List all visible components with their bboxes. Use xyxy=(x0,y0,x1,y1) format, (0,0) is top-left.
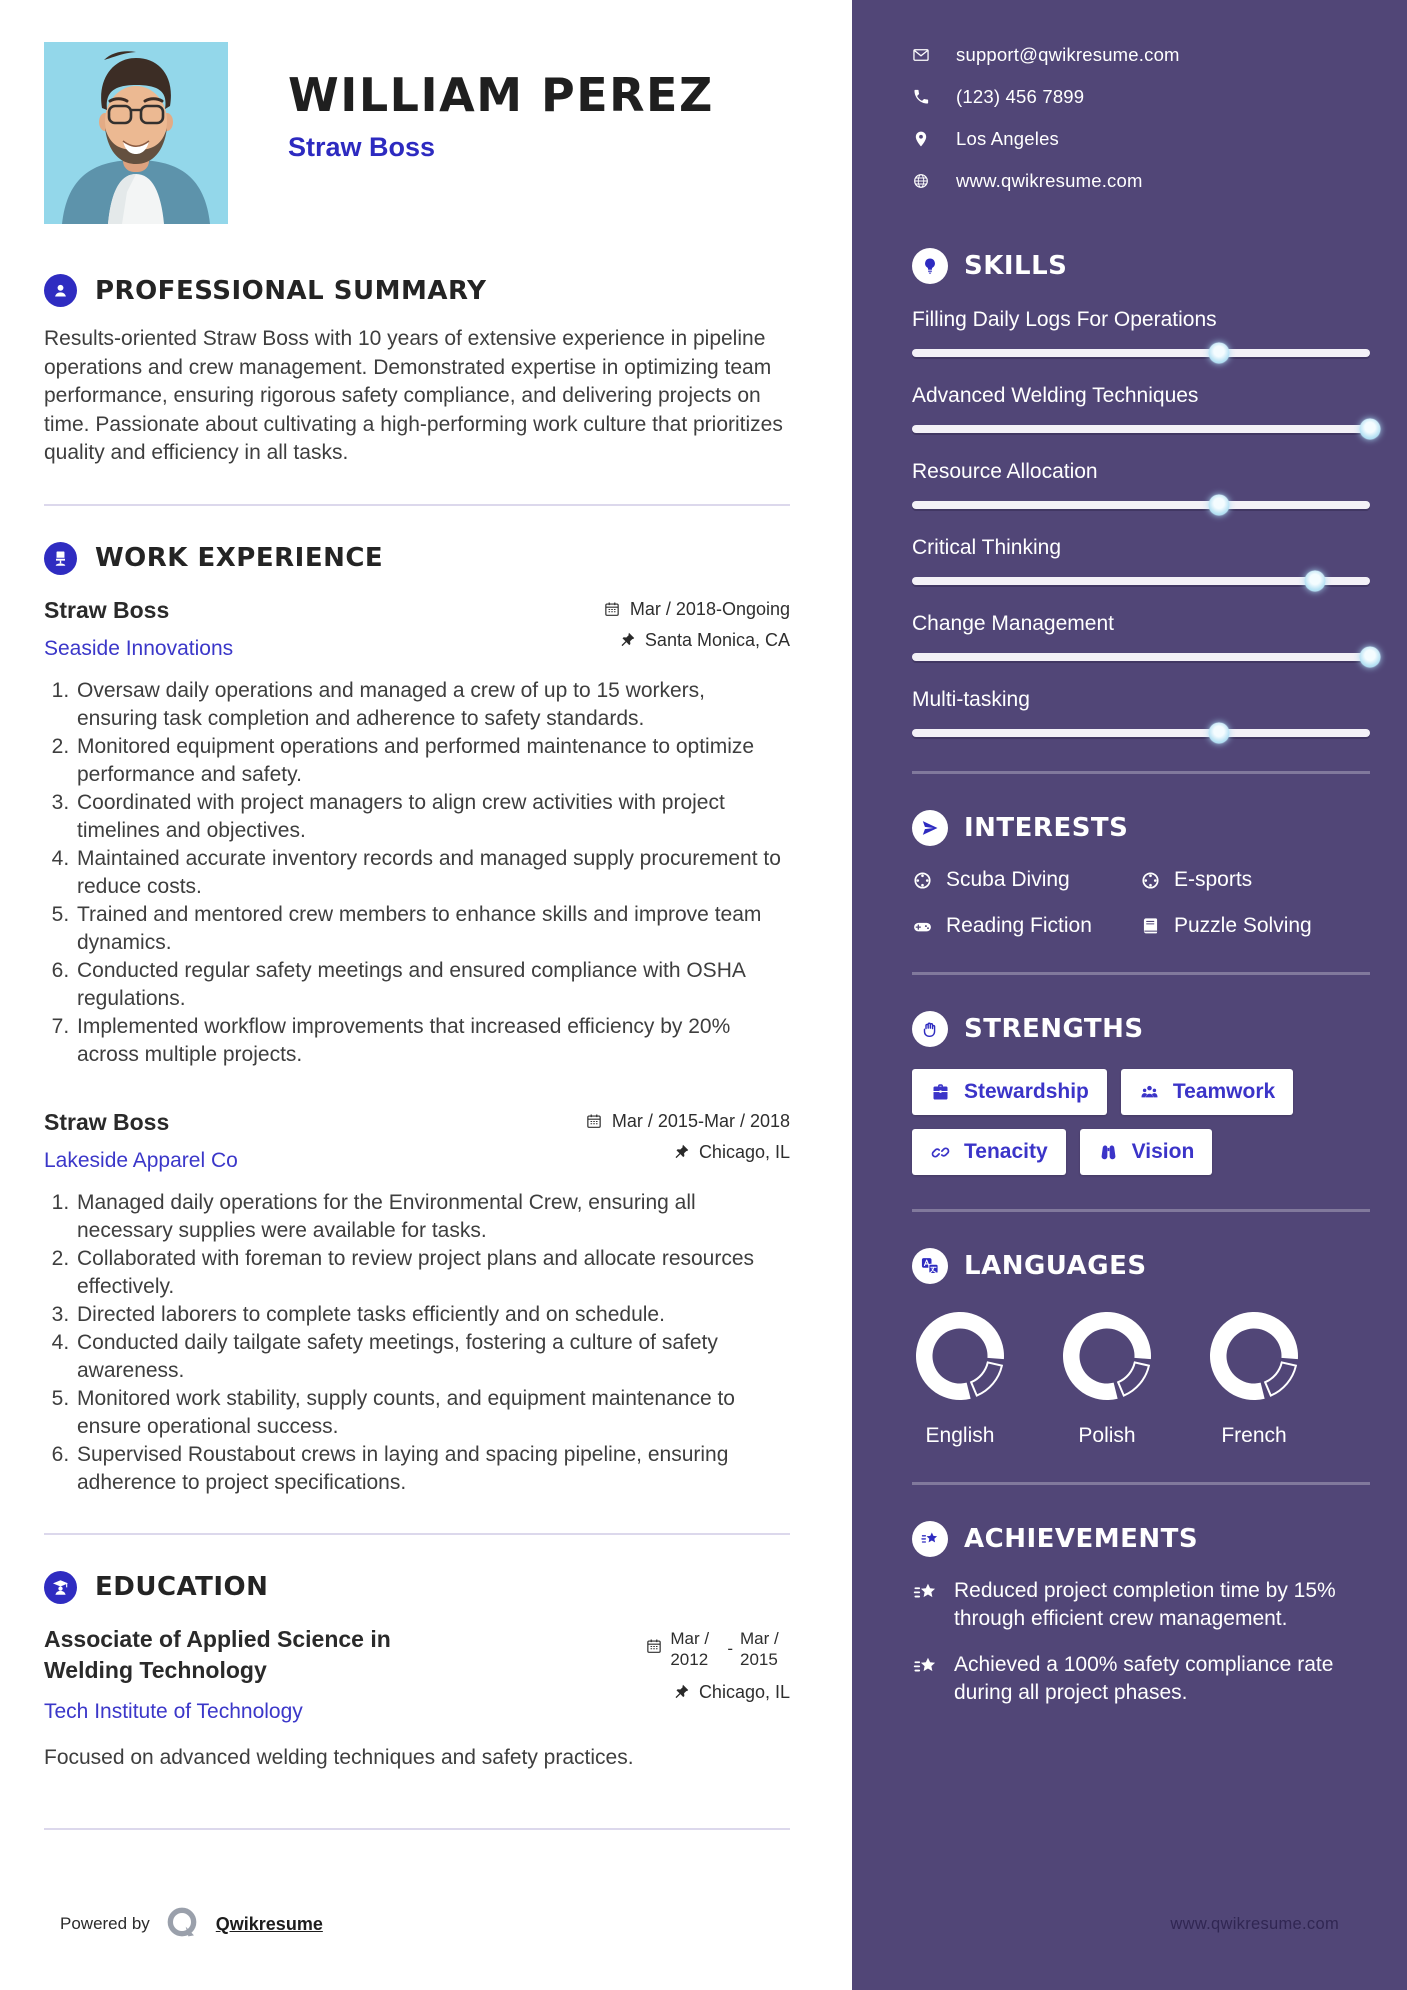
profile-photo-illustration xyxy=(44,42,228,224)
job-bullet: 4. Conducted daily tailgate safety meetings, fostering a culture of safety awareness. xyxy=(75,1329,790,1385)
education-meta xyxy=(645,1628,790,1703)
page-footer xyxy=(44,1904,790,1944)
contact-list xyxy=(912,44,1370,192)
languages-section xyxy=(912,1248,1370,1448)
pushpin-icon xyxy=(618,631,636,649)
education-date-start: Mar / 2012 xyxy=(670,1628,710,1669)
graduate-icon xyxy=(44,1571,77,1604)
skill-name: Critical Thinking xyxy=(912,536,1061,559)
job-bullet: 3. Directed laborers to complete tasks efficiently and on schedule. xyxy=(75,1301,790,1329)
sidebar-divider xyxy=(912,1209,1370,1212)
star-lines-icon xyxy=(912,1651,939,1680)
interest-item xyxy=(912,868,1140,892)
divider xyxy=(44,1828,790,1830)
job-bullet: 5. Trained and mentored crew members to enhance skills and improve team dynamics. xyxy=(75,901,790,957)
job-bullet: 7. Implemented workflow improvements that increased efficiency by 20% across multiple projects. xyxy=(75,1013,790,1069)
calendar-icon xyxy=(645,1637,663,1660)
jobs-list xyxy=(44,597,790,1497)
profile-photo xyxy=(44,42,228,224)
job-bullet: 1. Managed daily operations for the Environmental Crew, ensuring all necessary supplies were available for tasks. xyxy=(75,1189,790,1245)
job-bullet: 6. Conducted regular safety meetings and ensured compliance with OSHA regulations. xyxy=(75,957,790,1013)
job-bullet-list xyxy=(44,677,790,1069)
phone-icon xyxy=(912,88,930,106)
education-heading: EDUCATION xyxy=(95,1572,269,1602)
education-school-link[interactable]: Tech Institute of Technology xyxy=(44,1699,303,1723)
job-company-link[interactable]: Seaside Innovations xyxy=(44,636,234,660)
skill-name: Multi-tasking xyxy=(912,688,1030,711)
achievement-text: Achieved a 100% safety compliance rate during all project phases. xyxy=(954,1653,1334,1704)
job-bullet: 3. Coordinated with project managers to align crew activities with project timelines and objectives. xyxy=(75,789,790,845)
job-titles xyxy=(44,1109,238,1173)
strength-label: Tenacity xyxy=(964,1140,1048,1163)
powered-by-label: Powered by xyxy=(60,1914,150,1933)
slider-knob[interactable] xyxy=(1208,723,1229,744)
language-item xyxy=(912,1310,1008,1448)
interest-item xyxy=(1140,868,1370,892)
job-location: Santa Monica, CA xyxy=(618,630,790,651)
skill-slider[interactable] xyxy=(912,425,1370,433)
education-location xyxy=(672,1682,790,1703)
envelope-icon xyxy=(912,46,930,64)
skill-name: Change Management xyxy=(912,612,1114,635)
education-date-end: Mar / 2015 xyxy=(740,1628,779,1669)
skills-section xyxy=(912,248,1370,737)
job-company-link[interactable]: Lakeside Apparel Co xyxy=(44,1148,238,1172)
job-bullet: 4. Maintained accurate inventory records and managed supply procurement to reduce costs. xyxy=(75,845,790,901)
education-description: Focused on advanced welding techniques and safety practices. xyxy=(44,1745,634,1769)
strengths-heading: STRENGTHS xyxy=(964,1014,1144,1044)
interest-label: Scuba Diving xyxy=(946,868,1070,891)
lifebuoy-icon xyxy=(1140,870,1161,891)
experience-section xyxy=(44,542,790,1497)
education-section-header xyxy=(44,1571,790,1604)
job-entry xyxy=(44,1109,790,1497)
language-donut-chart xyxy=(914,1310,1006,1402)
contact-text: www.qwikresume.com xyxy=(956,170,1143,191)
skill-slider[interactable] xyxy=(912,729,1370,737)
job-bullet: 2. Collaborated with foreman to review project plans and allocate resources effectively. xyxy=(75,1245,790,1301)
languages-heading: LANGUAGES xyxy=(964,1251,1147,1281)
achievements-section xyxy=(912,1521,1370,1707)
interests-heading: INTERESTS xyxy=(964,813,1129,843)
strength-label: Teamwork xyxy=(1172,1080,1276,1103)
office-chair-icon xyxy=(44,542,77,575)
strength-chip xyxy=(1080,1129,1213,1175)
languages-section-header xyxy=(912,1248,1370,1284)
pushpin-icon xyxy=(672,1143,690,1161)
user-icon xyxy=(44,274,77,307)
pushpin-icon xyxy=(672,1683,690,1701)
skill-name: Filling Daily Logs For Operations xyxy=(912,308,1217,331)
sidebar-divider xyxy=(912,972,1370,975)
skill-slider[interactable] xyxy=(912,349,1370,357)
globe-icon xyxy=(912,172,930,190)
skill-slider[interactable] xyxy=(912,501,1370,509)
skills-heading: SKILLS xyxy=(964,251,1068,281)
team-icon xyxy=(1139,1082,1160,1103)
strength-chip xyxy=(1121,1069,1293,1115)
skill-name: Resource Allocation xyxy=(912,460,1098,483)
qwikresume-logo-icon xyxy=(163,1904,203,1944)
interest-item xyxy=(1140,914,1370,938)
binoculars-icon xyxy=(1098,1142,1119,1163)
strengths-section xyxy=(912,1011,1370,1175)
skill-slider[interactable] xyxy=(912,653,1370,661)
skill-slider[interactable] xyxy=(912,577,1370,585)
summary-text: Results-oriented Straw Boss with 10 years of extensive experience in pipeline operations and crew management. Demonstrated expertise in optimizing team performance, ensuring rigorous safety compliance, and delivering projects on time. Passionate about cultivating a high-performing work culture that prioritizes quality and efficiency in all tasks. xyxy=(44,327,783,464)
achievements-list xyxy=(912,1577,1370,1707)
slider-knob[interactable] xyxy=(1360,647,1381,668)
paper-plane-icon xyxy=(912,810,948,846)
language-label: French xyxy=(1221,1424,1287,1447)
education-main xyxy=(44,1624,484,1724)
job-header xyxy=(44,597,790,661)
interest-label: Puzzle Solving xyxy=(1174,914,1312,937)
skill-item xyxy=(912,688,1370,737)
contact-item[interactable] xyxy=(912,170,1370,192)
contact-item[interactable] xyxy=(912,44,1370,66)
identity-text xyxy=(288,68,714,163)
translate-icon xyxy=(912,1248,948,1284)
skill-name: Advanced Welding Techniques xyxy=(912,384,1199,407)
job-bullet-list xyxy=(44,1189,790,1497)
achievement-item xyxy=(912,1651,1370,1707)
experience-section-header xyxy=(44,542,790,575)
strengths-section-header xyxy=(912,1011,1370,1047)
job-titles xyxy=(44,597,233,661)
job-dates: Mar / 2015-Mar / 2018 xyxy=(585,1111,790,1132)
strength-label: Stewardship xyxy=(964,1080,1089,1103)
calendar-icon xyxy=(585,1112,603,1130)
person-job-title: Straw Boss xyxy=(288,132,436,162)
skill-item xyxy=(912,612,1370,661)
job-title: Straw Boss xyxy=(44,1108,170,1135)
achievement-text: Reduced project completion time by 15% through efficient crew management. xyxy=(954,1579,1336,1630)
job-header xyxy=(44,1109,790,1173)
sidebar xyxy=(852,0,1407,1990)
slider-knob[interactable] xyxy=(1305,571,1326,592)
book-icon xyxy=(1140,916,1161,937)
contact-text: support@qwikresume.com xyxy=(956,44,1180,65)
job-bullet: 6. Supervised Roustabout crews in laying and spacing pipeline, ensuring adherence to project specifications. xyxy=(75,1441,790,1497)
shooting-star-icon xyxy=(912,1521,948,1557)
divider xyxy=(44,1533,790,1535)
interests-section xyxy=(912,810,1370,938)
skills-list xyxy=(912,308,1370,737)
skill-item xyxy=(912,536,1370,585)
skills-section-header xyxy=(912,248,1370,284)
chain-link-icon xyxy=(930,1142,951,1163)
lifebuoy-icon xyxy=(912,870,933,891)
interest-item xyxy=(912,914,1140,938)
briefcase-icon xyxy=(930,1082,951,1103)
job-meta xyxy=(603,599,790,651)
job-bullet: 2. Monitored equipment operations and performed maintenance to optimize performance and safety. xyxy=(75,733,790,789)
education-date-separator: - xyxy=(727,1638,733,1658)
person-name: WILLIAM PEREZ xyxy=(288,68,714,122)
contact-text: (123) 456 7899 xyxy=(956,86,1085,107)
strength-chip xyxy=(912,1129,1066,1175)
fist-icon xyxy=(912,1011,948,1047)
achievements-heading: ACHIEVEMENTS xyxy=(964,1524,1199,1554)
education-degree: Associate of Applied Science in Welding Technology xyxy=(44,1625,391,1683)
calendar-icon xyxy=(603,600,621,618)
languages-list xyxy=(912,1310,1370,1448)
education-section xyxy=(44,1571,790,1772)
skill-item xyxy=(912,308,1370,357)
language-donut-chart xyxy=(1208,1310,1300,1402)
strength-chip xyxy=(912,1069,1107,1115)
qwikresume-brand-link[interactable]: Qwikresume xyxy=(215,1913,323,1934)
star-lines-icon xyxy=(912,1577,939,1606)
interests-section-header xyxy=(912,810,1370,846)
experience-heading: WORK EXPERIENCE xyxy=(95,543,384,573)
contact-item[interactable] xyxy=(912,128,1370,150)
divider xyxy=(44,504,790,506)
interests-list xyxy=(912,868,1370,938)
interest-label: Reading Fiction xyxy=(946,914,1092,937)
job-bullet: 5. Monitored work stability, supply counts, and equipment maintenance to ensure operational success. xyxy=(75,1385,790,1441)
strength-label: Vision xyxy=(1131,1140,1195,1163)
job-title: Straw Boss xyxy=(44,596,170,623)
achievement-item xyxy=(912,1577,1370,1633)
interest-label: E-sports xyxy=(1174,868,1253,891)
lightbulb-icon xyxy=(912,248,948,284)
summary-heading: PROFESSIONAL SUMMARY xyxy=(95,275,487,306)
slider-knob[interactable] xyxy=(1208,495,1229,516)
job-location: Chicago, IL xyxy=(672,1142,790,1163)
language-item xyxy=(1206,1310,1302,1448)
contact-text: Los Angeles xyxy=(956,128,1060,149)
language-label: English xyxy=(925,1424,995,1447)
watermark: www.qwikresume.com xyxy=(1170,1915,1339,1933)
skill-item xyxy=(912,460,1370,509)
pin-icon xyxy=(912,130,930,148)
language-label: Polish xyxy=(1078,1424,1136,1447)
strengths-list xyxy=(912,1069,1370,1175)
summary-section xyxy=(44,274,790,468)
slider-knob[interactable] xyxy=(1208,343,1229,364)
job-dates: Mar / 2018-Ongoing xyxy=(603,599,790,620)
job-entry xyxy=(44,597,790,1069)
skill-item xyxy=(912,384,1370,433)
education-location-text: Chicago, IL xyxy=(698,1681,790,1702)
slider-knob[interactable] xyxy=(1360,419,1381,440)
achievements-section-header xyxy=(912,1521,1370,1557)
education-dates xyxy=(645,1628,790,1670)
contact-item[interactable] xyxy=(912,86,1370,108)
sidebar-divider xyxy=(912,1482,1370,1485)
job-bullet: 1. Oversaw daily operations and managed a crew of up to 15 workers, ensuring task completion and adherence to safety standards. xyxy=(75,677,790,733)
summary-section-header xyxy=(44,274,790,307)
language-item xyxy=(1059,1310,1155,1448)
gamepad-icon xyxy=(912,916,933,937)
language-donut-chart xyxy=(1061,1310,1153,1402)
education-entry xyxy=(44,1624,790,1724)
identity-header xyxy=(44,42,790,224)
sidebar-divider xyxy=(912,771,1370,774)
job-meta xyxy=(585,1111,790,1163)
